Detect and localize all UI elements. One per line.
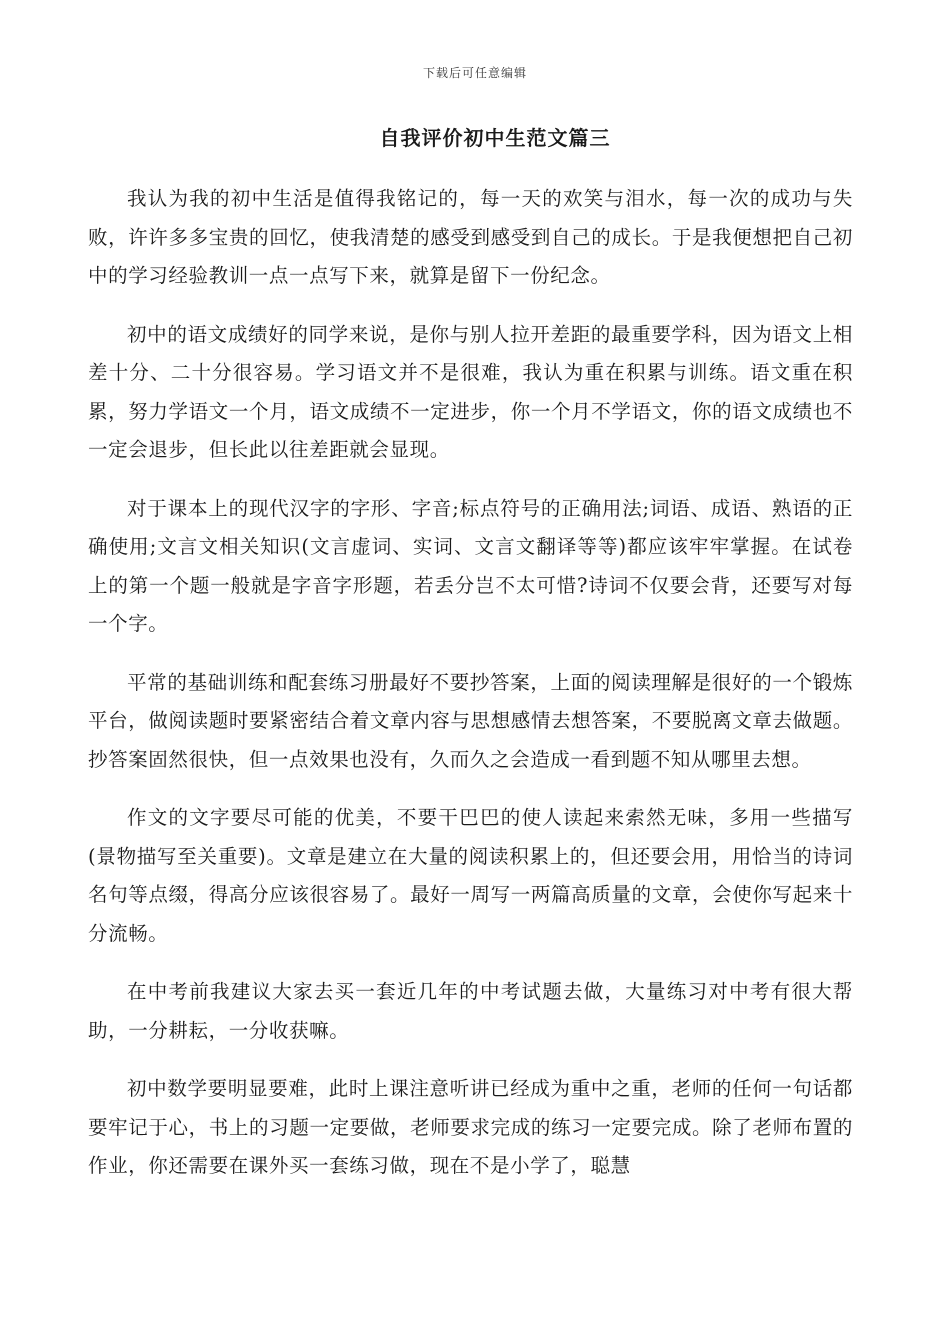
paragraph-2: 初中的语文成绩好的同学来说，是你与别人拉开差距的最重要学科，因为语文上相差十分、二十分很容易。学习语文并不是很难，我认为重在积累与训练。语文重在积累，努力学语文一个月，语文成绩不一定进步，你一个月不学语文，你的语文成绩也不一定会退步，但长此以往差距就会显现。	[88, 322, 853, 461]
paragraph-1: 我认为我的初中生活是值得我铭记的，每一天的欢笑与泪水，每一次的成功与失败，许许多多宝贵的回忆，使我清楚的感受到感受到自己的成长。于是我便想把自己初中的学习经验教训一点一点写下来，就算是留下一份纪念。	[88, 187, 853, 287]
paragraph-5: 作文的文字要尽可能的优美，不要干巴巴的使人读起来索然无味，多用一些描写(景物描写至关重要)。文章是建立在大量的阅读积累上的，但还要会用，用恰当的诗词名句等点缀，得高分应该很容易了。最好一周写一两篇高质量的文章，会使你写起来十分流畅。	[88, 806, 853, 945]
header-note: 下载后可任意编辑	[422, 66, 527, 80]
paragraph-4: 平常的基础训练和配套练习册最好不要抄答案，上面的阅读理解是很好的一个锻炼平台，做阅读题时要紧密结合着文章内容与思想感情去想答案，不要脱离文章去做题。抄答案固然很快，但一点效果也没有，久而久之会造成一看到题不知从哪里去想。	[88, 670, 853, 771]
document-body	[88, 180, 853, 1206]
paragraph-7: 初中数学要明显要难，此时上课注意听讲已经成为重中之重，老师的任何一句话都要牢记于心，书上的习题一定要做，老师要求完成的练习一定要完成。除了老师布置的作业，你还需要在课外买一套练习做，现在不是小学了，聪慧	[88, 1077, 853, 1177]
paragraph-6: 在中考前我建议大家去买一套近几年的中考试题去做，大量练习对中考有很大帮助，一分耕耘，一分收获嘛。	[88, 980, 853, 1042]
document-title: 自我评价初中生范文篇三	[379, 126, 611, 150]
paragraph-3: 对于课本上的现代汉字的字形、字音;标点符号的正确用法;词语、成语、熟语的正确使用;文言文相关知识(文言虚词、实词、文言文翻译等等)都应该牢牢掌握。在试卷上的第一个题一般就是字音字形题，若丢分岂不太可惜?诗词不仅要会背，还要写对每一个字。	[88, 496, 853, 635]
